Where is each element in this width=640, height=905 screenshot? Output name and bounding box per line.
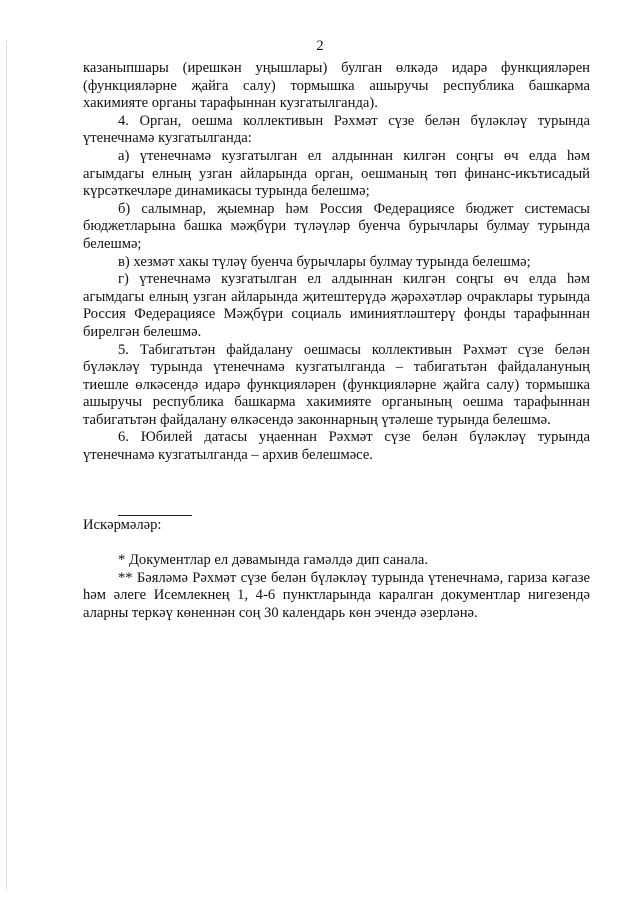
paragraph-item-4: 4. Орган, оешма коллективын Рәхмәт сүзе белән бүләкләү турында үтенечнамә кузгатылганда:	[83, 112, 590, 147]
notes-title: Искәрмәләр:	[83, 516, 162, 533]
document-body	[83, 60, 590, 623]
paragraph-item-5: 5. Табигатьтән файдалану оешмасы коллективын Рәхмәт сүзе белән бүләкләү турында үтенечнамә кузгатылганда – табигатьтән файдалануның тиешле өлкәсендә идарә функцияләрен (функцияләрне җайга салу) тормышка ашыручы республика башкарма хакимияте органының оешма тарафыннан табигатьтән файдалану өлкәсендә законнарның үтәлеше турында белешмә.	[83, 341, 590, 428]
note-2: ** Бәяләмә Рәхмәт сүзе белән бүләкләү турында үтенечнамә, гариза кәгазе һәм әлеге Исемлекнең 1, 4-6 пунктларында каралган документлар нигезендә аларны теркәү көненнән соң 30 календарь көн эчендә әзерләнә.	[83, 569, 590, 622]
paragraph-continuation: казаныпшары (ирешкән уңышлары) булган өлкәдә идарә функцияләрен (функцияләрне җайга салу) тормышка ашыручы республика башкарма хакимияте органы тарафыннан кузгатылганда).	[83, 60, 590, 112]
notes-separator	[118, 515, 192, 516]
paragraph-item-6: 6. Юбилей датасы уңаеннан Рәхмәт сүзе белән бүләкләү турында үтенечнамә кузгатылганда – архив белешмәсе.	[83, 429, 590, 464]
page-number: 2	[316, 38, 324, 54]
paragraph-item-4a: а) үтенечнамә кузгатылган ел алдыннан килгән соңгы өч елда һәм агымдагы елның узган айларында орган, оешманың төп финанс-икътисадый күрсәткечләре динамикасы турында белешмә;	[83, 147, 590, 200]
note-1: * Документлар ел дәвамында гамәлдә дип санала.	[118, 552, 428, 569]
paragraph-item-4b: б) салымнар, җыемнар һәм Россия Федерациясе бюджет системасы бюджетларына башка мәҗбүри түләүләр буенча бурычлары булмау турында белешмә;	[83, 200, 590, 252]
paragraph-item-4v: в) хезмәт хакы түләү буенча бурычлары булмау турында белешмә;	[118, 253, 531, 270]
scan-edge	[6, 40, 7, 890]
paragraph-item-4g: г) үтенечнамә кузгатылган ел алдыннан килгән соңгы өч елда һәм агымдагы елның узган айларында җитештерүдә җәрәхәтләр очраклары турында Россия Федерациясе Мәҗбүри социаль иминиятләштерү фонды тарафыннан бирелгән белешмә.	[83, 271, 590, 340]
